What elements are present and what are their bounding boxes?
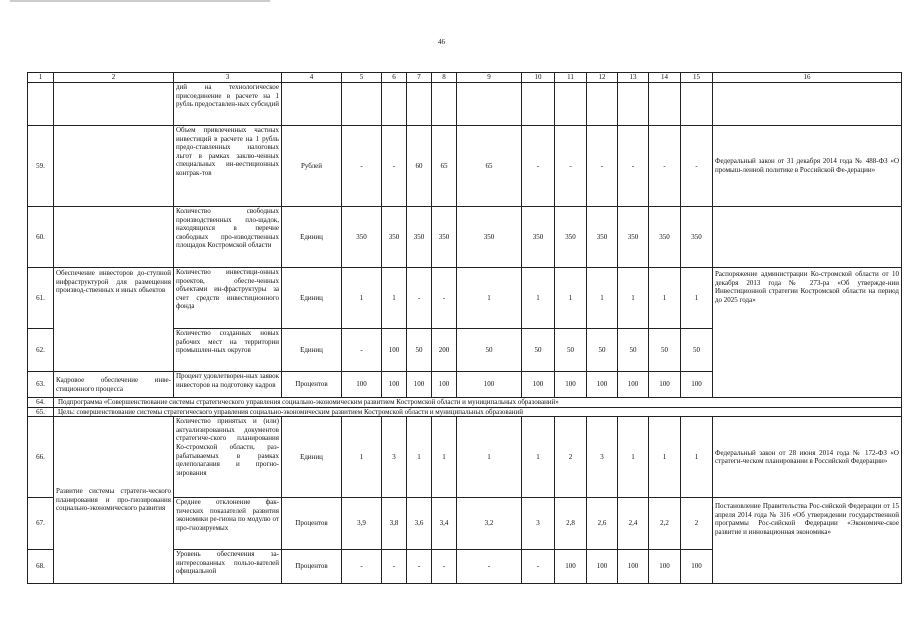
value-cell: 2,2 [649, 498, 681, 550]
value-cell: 1 [522, 268, 555, 329]
value-cell: 2,4 [618, 498, 649, 550]
indicator-text: Количество свободных производственных пло-щадок, находящихся в перечне свободных про-изводственных площадок Костромской области [174, 207, 282, 268]
value-cell: 350 [649, 207, 681, 268]
row-number: 66. [28, 417, 54, 498]
indicator-text: Среднее отклонение фак-тических показателей развития экономики ре-гиона по модулю от про-гнозируемых [174, 498, 282, 550]
value-cell: 1 [681, 417, 713, 498]
table-row [28, 398, 902, 408]
value-cell: 50 [618, 329, 649, 372]
value-cell: 1 [342, 417, 382, 498]
value-cell: 65 [432, 126, 457, 207]
row-number: 68. [28, 550, 54, 584]
legal-basis: Федеральный закон от 28 июня 2014 года № 172-ФЗ «О стратеги-ческом планировании в Российской Федерации» [713, 417, 902, 498]
header-cell: 3 [174, 73, 282, 83]
value-cell: 3 [522, 498, 555, 550]
value-cell: - [382, 126, 407, 207]
table-row [28, 126, 902, 207]
value-cell: 1 [618, 268, 649, 329]
legal-basis: Постановление Правительства Рос-сийской Федерации от 15 апреля 2014 года № 316 «Об утверждении государственной программы Рос-сийской Федерации «Экономиче-ское развитие и инновационная экономика» [713, 498, 902, 584]
header-cell: 12 [587, 73, 618, 83]
value-cell: 350 [681, 207, 713, 268]
value-cell: 350 [342, 207, 382, 268]
indicator-text: Уровень обеспечения за-интересованных пользо-вателей официальной [174, 550, 282, 584]
value-cell: 100 [587, 372, 618, 398]
value-cell: 1 [457, 417, 522, 498]
header-cell: 2 [54, 73, 174, 83]
value-cell: 3,2 [457, 498, 522, 550]
value-cell: 100 [382, 372, 407, 398]
header-cell: 11 [555, 73, 587, 83]
value-cell: 3,9 [342, 498, 382, 550]
legal-basis: Федеральный закон от 31 декабря 2014 года № 488-ФЗ «О промыш-ленной политике в Российской Фе-дерации» [713, 126, 902, 207]
header-cell: 9 [457, 73, 522, 83]
value-cell: 1 [587, 268, 618, 329]
value-cell: - [342, 550, 382, 584]
value-cell: 100 [681, 372, 713, 398]
indicator-text: Количество созданных новых рабочих мест на территории промышлен-ных округов [174, 329, 282, 372]
header-cell: 13 [618, 73, 649, 83]
row-number: 60. [28, 207, 54, 268]
unit-cell: Единиц [282, 207, 342, 268]
value-cell: 100 [587, 550, 618, 584]
value-cell: 1 [649, 268, 681, 329]
value-cell: - [342, 126, 382, 207]
value-cell: 1 [681, 268, 713, 329]
value-cell: 350 [587, 207, 618, 268]
row-number: 61. [28, 268, 54, 329]
table-row [28, 83, 902, 126]
task-text: Кадровое обеспечение инве-стиционного процесса [54, 372, 174, 398]
indicator-text: дий на технологическое присоединение в расчете на 1 рубль предоставлен-ных субсидий [174, 83, 282, 126]
header-cell: 6 [382, 73, 407, 83]
value-cell: 1 [555, 268, 587, 329]
header-cell: 4 [282, 73, 342, 83]
value-cell: - [407, 550, 432, 584]
value-cell: 2 [555, 417, 587, 498]
table-row [28, 407, 902, 417]
legal-basis: Распоряжение администрации Ко-стромской области от 10 декабря 2013 года № 273-ра «Об утвержде-нии Инвестиционной стратегии Костромской области на период до 2025 года» [713, 268, 902, 398]
value-cell: - [649, 126, 681, 207]
value-cell: 100 [407, 372, 432, 398]
value-cell: 1 [457, 268, 522, 329]
unit-cell: Единиц [282, 268, 342, 329]
table-row [28, 417, 902, 498]
row-number: 62. [28, 329, 54, 372]
value-cell: - [522, 550, 555, 584]
indicators-table [27, 72, 902, 584]
value-cell: 50 [407, 329, 432, 372]
indicator-text: Процент удовлетворен-ных заявок инвесторов на подготовку кадров [174, 372, 282, 398]
header-cell: 15 [681, 73, 713, 83]
unit-cell: Процентов [282, 498, 342, 550]
value-cell: 350 [382, 207, 407, 268]
header-cell: 14 [649, 73, 681, 83]
value-cell: 1 [649, 417, 681, 498]
scan-artifact [10, 0, 270, 2]
value-cell: 50 [555, 329, 587, 372]
value-cell: 1 [382, 268, 407, 329]
row-number: 63. [28, 372, 54, 398]
subprogram-title: Подпрограмма «Совершенствование системы стратегического управления социально-экономическим развитием Костромской области и муниципальных образований» [54, 398, 902, 408]
value-cell: 100 [342, 372, 382, 398]
value-cell: 3 [382, 417, 407, 498]
task-text: Обеспечение инвесторов до-ступной инфраструктурой для размещения производ-ственных и иных объектов [54, 268, 174, 372]
value-cell: 100 [555, 372, 587, 398]
value-cell: 65 [457, 126, 522, 207]
value-cell: 100 [555, 550, 587, 584]
table-row [28, 268, 902, 329]
value-cell: 50 [457, 329, 522, 372]
unit-cell: Процентов [282, 550, 342, 584]
header-cell: 7 [407, 73, 432, 83]
value-cell: 350 [522, 207, 555, 268]
row-number: 59. [28, 126, 54, 207]
value-cell: 3,8 [382, 498, 407, 550]
row-number: 67. [28, 498, 54, 550]
value-cell: 350 [618, 207, 649, 268]
header-row [28, 73, 902, 83]
unit-cell: Процентов [282, 372, 342, 398]
indicator-text: Количество инвестици-онных проектов, обеспе-ченных объектами ин-фраструктуры за счет средств инвестиционного фонда [174, 268, 282, 329]
value-cell: 2,8 [555, 498, 587, 550]
value-cell: 3,6 [407, 498, 432, 550]
value-cell: - [432, 550, 457, 584]
unit-cell: Единиц [282, 329, 342, 372]
value-cell: 100 [618, 550, 649, 584]
value-cell: - [555, 126, 587, 207]
row-number: 64. [28, 398, 54, 408]
value-cell: 50 [649, 329, 681, 372]
value-cell: 2,6 [587, 498, 618, 550]
value-cell: - [522, 126, 555, 207]
value-cell: 50 [681, 329, 713, 372]
indicator-text: Количество принятых и (или) актуализированных документов стратегиче-ского планирования Ко-стромской области, раз-рабатываемых в рамках целеполагания и прогно-зирования [174, 417, 282, 498]
value-cell: 100 [457, 372, 522, 398]
header-cell: 5 [342, 73, 382, 83]
value-cell: 1 [432, 417, 457, 498]
header-cell: 1 [28, 73, 54, 83]
unit-cell: Рублей [282, 126, 342, 207]
value-cell: - [382, 550, 407, 584]
value-cell: - [342, 329, 382, 372]
value-cell: 350 [555, 207, 587, 268]
value-cell: 1 [618, 417, 649, 498]
value-cell: - [432, 268, 457, 329]
value-cell: 200 [432, 329, 457, 372]
task-text: Развитие системы стратеги-ческого планирования и про-гнозирования социально-экономического развития [54, 417, 174, 584]
table-row [28, 207, 902, 268]
value-cell: 50 [522, 329, 555, 372]
value-cell: - [457, 550, 522, 584]
goal-title: Цель: совершенствование системы стратегического управления социально-экономическим развитием Костромской области и муниципальных образований [54, 407, 902, 417]
value-cell: 350 [407, 207, 432, 268]
value-cell: - [618, 126, 649, 207]
value-cell: 100 [649, 550, 681, 584]
value-cell: 1 [407, 417, 432, 498]
value-cell: 3,4 [432, 498, 457, 550]
unit-cell: Единиц [282, 417, 342, 498]
header-cell: 8 [432, 73, 457, 83]
value-cell: 100 [649, 372, 681, 398]
value-cell: 100 [382, 329, 407, 372]
header-cell: 16 [713, 73, 902, 83]
page-number: 46 [438, 38, 445, 46]
value-cell: 350 [457, 207, 522, 268]
value-cell: 350 [432, 207, 457, 268]
value-cell: - [681, 126, 713, 207]
value-cell: 50 [587, 329, 618, 372]
value-cell: 3 [587, 417, 618, 498]
value-cell: 1 [522, 417, 555, 498]
value-cell: 100 [522, 372, 555, 398]
value-cell: 60 [407, 126, 432, 207]
row-number: 65. [28, 407, 54, 417]
value-cell: 100 [432, 372, 457, 398]
value-cell: 1 [342, 268, 382, 329]
header-cell: 10 [522, 73, 555, 83]
value-cell: 2 [681, 498, 713, 550]
value-cell: 100 [618, 372, 649, 398]
indicator-text: Объем привлеченных частных инвестиций в расчете на 1 рубль предо-ставленных налоговых льгот в рамках заклю-ченных специальных ин-вестиционных контрак-тов [174, 126, 282, 207]
value-cell: - [587, 126, 618, 207]
value-cell: 100 [681, 550, 713, 584]
value-cell: - [407, 268, 432, 329]
